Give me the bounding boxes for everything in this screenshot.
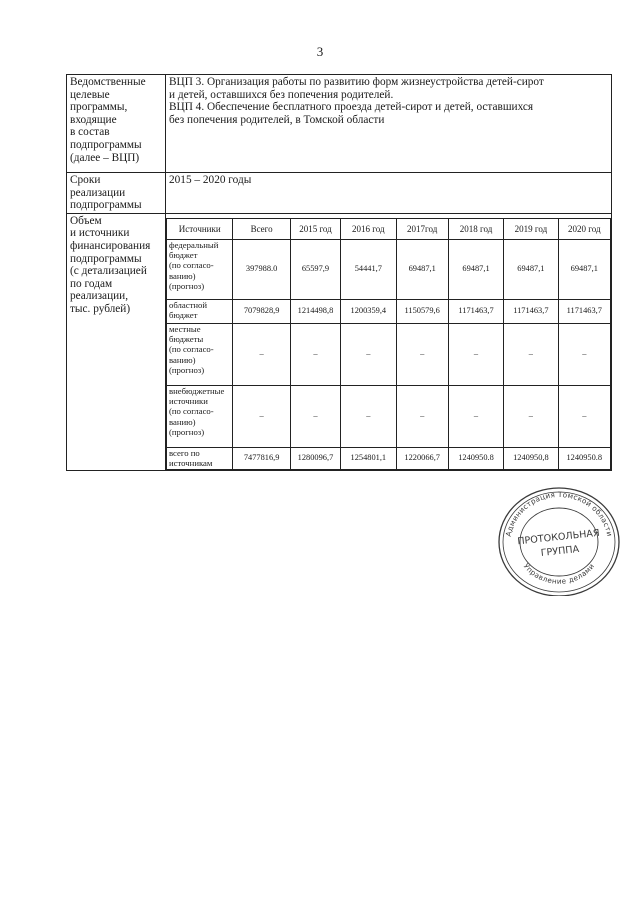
passport-row-vcp <box>67 75 612 173</box>
label-line: в состав <box>70 126 110 139</box>
label-line: Ведомственные <box>70 76 146 88</box>
source-line: внебюджетные <box>169 385 225 396</box>
column-header: 2019 год <box>504 218 558 239</box>
label-line: подпрограммы <box>70 199 142 212</box>
label-line: тыс. рублей) <box>70 302 131 315</box>
financing-row <box>167 239 611 299</box>
source-cell <box>167 447 233 469</box>
label-line: Объем <box>70 214 102 227</box>
value-cell: – <box>290 385 340 447</box>
passport-row-finance <box>67 213 612 470</box>
value-cell: 1240950,8 <box>504 447 558 469</box>
label-line: и источники <box>70 227 130 240</box>
source-cell <box>167 299 233 323</box>
finance-value-cell <box>166 213 612 470</box>
value-cell: – <box>396 323 448 385</box>
column-header: 2015 год <box>290 218 340 239</box>
source-cell <box>167 385 233 447</box>
value-cell: 69487,1 <box>504 239 558 299</box>
source-line: областной <box>169 299 208 310</box>
financing-row <box>167 299 611 323</box>
column-header: 2017год <box>396 218 448 239</box>
value-cell: 54441,7 <box>341 239 396 299</box>
value-cell: – <box>558 323 610 385</box>
stamp-ring-text: Администрация Томской области <box>503 489 615 538</box>
source-cell <box>167 239 233 299</box>
vcp-item-line: ВЦП 4. Обеспечение бесплатного проезда детей-сирот и детей, оставшихся <box>169 101 534 114</box>
value-cell: 1214498,8 <box>290 299 340 323</box>
value-cell: – <box>504 323 558 385</box>
source-line: ванию) <box>169 354 196 365</box>
page-number: 3 <box>316 44 324 59</box>
label-line: подпрограммы <box>70 252 142 265</box>
source-line: (по согласо- <box>169 260 214 271</box>
source-line: (по согласо- <box>169 344 214 355</box>
stamp-bottom-text: Управление делами <box>521 561 597 586</box>
value-cell: 1254801,1 <box>341 447 396 469</box>
label-line: программы, <box>70 101 128 114</box>
value-cell: – <box>233 323 290 385</box>
value-cell: 1171463,7 <box>558 299 610 323</box>
column-header: Источники <box>167 218 233 239</box>
value-cell: – <box>448 323 503 385</box>
column-header: 2016 год <box>341 218 396 239</box>
vcp-label-cell <box>67 75 166 173</box>
value-cell: 7477816,9 <box>233 447 290 469</box>
finance-label-cell <box>67 213 166 470</box>
value-cell: 1240950.8 <box>448 447 503 469</box>
terms-label-cell <box>67 173 166 214</box>
passport-row-terms <box>67 173 612 214</box>
value-cell: 69487,1 <box>448 239 503 299</box>
value-cell: – <box>504 385 558 447</box>
source-line: ванию) <box>169 270 196 281</box>
source-line: (прогноз) <box>169 364 205 375</box>
financing-header-row <box>167 218 611 239</box>
value-cell: – <box>558 385 610 447</box>
label-line: реализации <box>70 186 126 199</box>
value-cell: – <box>341 385 396 447</box>
column-header: 2018 год <box>448 218 503 239</box>
label-line: финансирования <box>70 239 151 252</box>
value-cell: 1280096,7 <box>290 447 340 469</box>
value-cell: – <box>341 323 396 385</box>
value-cell: 1200359,4 <box>341 299 396 323</box>
column-header: 2020 год <box>558 218 610 239</box>
subprogram-passport-table <box>66 74 612 471</box>
financing-row <box>167 385 611 447</box>
column-header: Всего <box>233 218 290 239</box>
financing-table <box>166 218 611 470</box>
source-line: бюджеты <box>169 334 204 345</box>
source-line: источникам <box>169 458 213 469</box>
source-line: федеральный <box>169 239 219 250</box>
source-line: бюджет <box>169 250 198 261</box>
label-line: Сроки <box>70 174 101 186</box>
source-line: (по согласо- <box>169 406 214 417</box>
source-line: (прогноз) <box>169 426 205 437</box>
label-line: реализации, <box>70 290 129 303</box>
value-cell: 1171463,7 <box>504 299 558 323</box>
label-line: по годам <box>70 277 113 290</box>
stamp-center-line1: ПРОТОКОЛЬНАЯ <box>516 527 601 548</box>
financing-row <box>167 447 611 469</box>
stamp-center-line2: ГРУППА <box>540 543 580 559</box>
value-cell: – <box>448 385 503 447</box>
vcp-item-line: и детей, оставшихся без попечения родителей. <box>169 88 394 101</box>
label-line: целевые <box>70 88 110 101</box>
label-line: (далее – ВЦП) <box>70 151 140 164</box>
label-line: подпрограммы <box>70 138 142 151</box>
label-line: (с детализацией <box>70 265 147 278</box>
value-cell: – <box>233 385 290 447</box>
source-line: бюджет <box>169 310 198 321</box>
value-cell: 65597,9 <box>290 239 340 299</box>
financing-row <box>167 323 611 385</box>
value-cell: 397988.0 <box>233 239 290 299</box>
value-cell: 1171463,7 <box>448 299 503 323</box>
source-line: ванию) <box>169 416 196 427</box>
vcp-item-line: ВЦП 3. Организация работы по развитию форм жизнеустройства детей-сирот <box>169 76 544 88</box>
source-line: (прогноз) <box>169 280 205 291</box>
value-cell: 69487,1 <box>558 239 610 299</box>
svg-text:Управление делами <box>522 562 597 586</box>
value-cell: 1220066,7 <box>396 447 448 469</box>
value-cell: 69487,1 <box>396 239 448 299</box>
official-stamp <box>496 484 622 596</box>
source-line: местные <box>169 323 201 334</box>
value-cell: 1150579,6 <box>396 299 448 323</box>
label-line: входящие <box>70 113 117 126</box>
value-cell: 7079828,9 <box>233 299 290 323</box>
terms-value-cell: 2015 – 2020 годы <box>166 173 612 214</box>
source-line: всего по <box>169 447 200 458</box>
value-cell: – <box>396 385 448 447</box>
source-line: источники <box>169 396 208 407</box>
value-cell: 1240950.8 <box>558 447 610 469</box>
vcp-value-cell <box>166 75 612 173</box>
vcp-item-line: без попечения родителей, в Томской области <box>169 113 385 126</box>
source-cell <box>167 323 233 385</box>
value-cell: – <box>290 323 340 385</box>
